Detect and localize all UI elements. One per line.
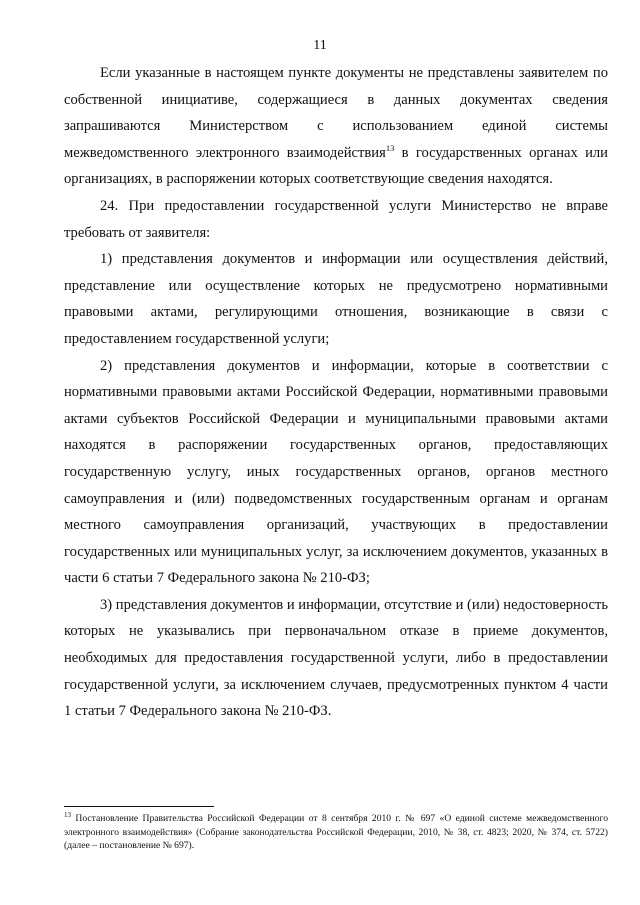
page-number: 11 (313, 38, 327, 53)
footnote-reference: 13 (385, 142, 395, 153)
paragraph-5: 3) представления документов и информации, отсутствие и (или) недостоверность которых не указывались при первоначальном отказе в приеме документов, необходимых для предоставления государственной услуги, либо в предоставлении государственной услуги, за исключением случаев, предусмотренных пунктом 4 части 1 статьи 7 Федерального закона № 210-ФЗ. (64, 596, 608, 720)
body-text (64, 60, 608, 725)
footnote-number: 13 (64, 810, 71, 819)
paragraph-1-text: Если указанные в настоящем пункте документы не представлены заявителем по собственной инициативе, содержащиеся в данных документах сведения запрашиваются Министерством с использованием единой системы межведомственного электронного взаимодействия (64, 65, 608, 161)
footnote-text: Постановление Правительства Российской Федерации от 8 сентября 2010 г. № 697 «О единой системе межведомственного электронного взаимодействия» (Собрание законодательства Российской Федерации, 2010, № 38, ст. 4823; 2020, № 374, ст. 5722) (далее – постановление № 697). (64, 813, 608, 852)
footnote (64, 812, 608, 853)
paragraph-1-continuation: в государственных органах или организациях, в распоряжении которых соответствующие сведения находятся. (64, 144, 608, 188)
paragraph-3: 1) представления документов и информации или осуществления действий, представление или осуществление которых не предусмотрено нормативными правовыми актами, регулирующими отношения, возникающие в связи с предоставлением государственной услуги; (64, 251, 608, 347)
footnote-divider (64, 806, 214, 807)
paragraph-4: 2) представления документов и информации, которые в соответствии с нормативными правовыми актами Российской Федерации, нормативными правовыми актами субъектов Российской Федерации и муниципальными правовыми актами находятся в распоряжении государственных органов, предоставляющих государственную услугу, иных государственных органов, органов местного самоуправления и (или) подведомственных государственным органам и органам местного самоуправления организаций, участвующих в предоставлении государственных или муниципальных услуг, за исключением документов, указанных в части 6 статьи 7 Федерального закона № 210-ФЗ; (64, 357, 608, 587)
paragraph-1 (64, 60, 608, 193)
paragraph-2: 24. При предоставлении государственной услуги Министерство не вправе требовать от заявителя: (64, 197, 608, 241)
